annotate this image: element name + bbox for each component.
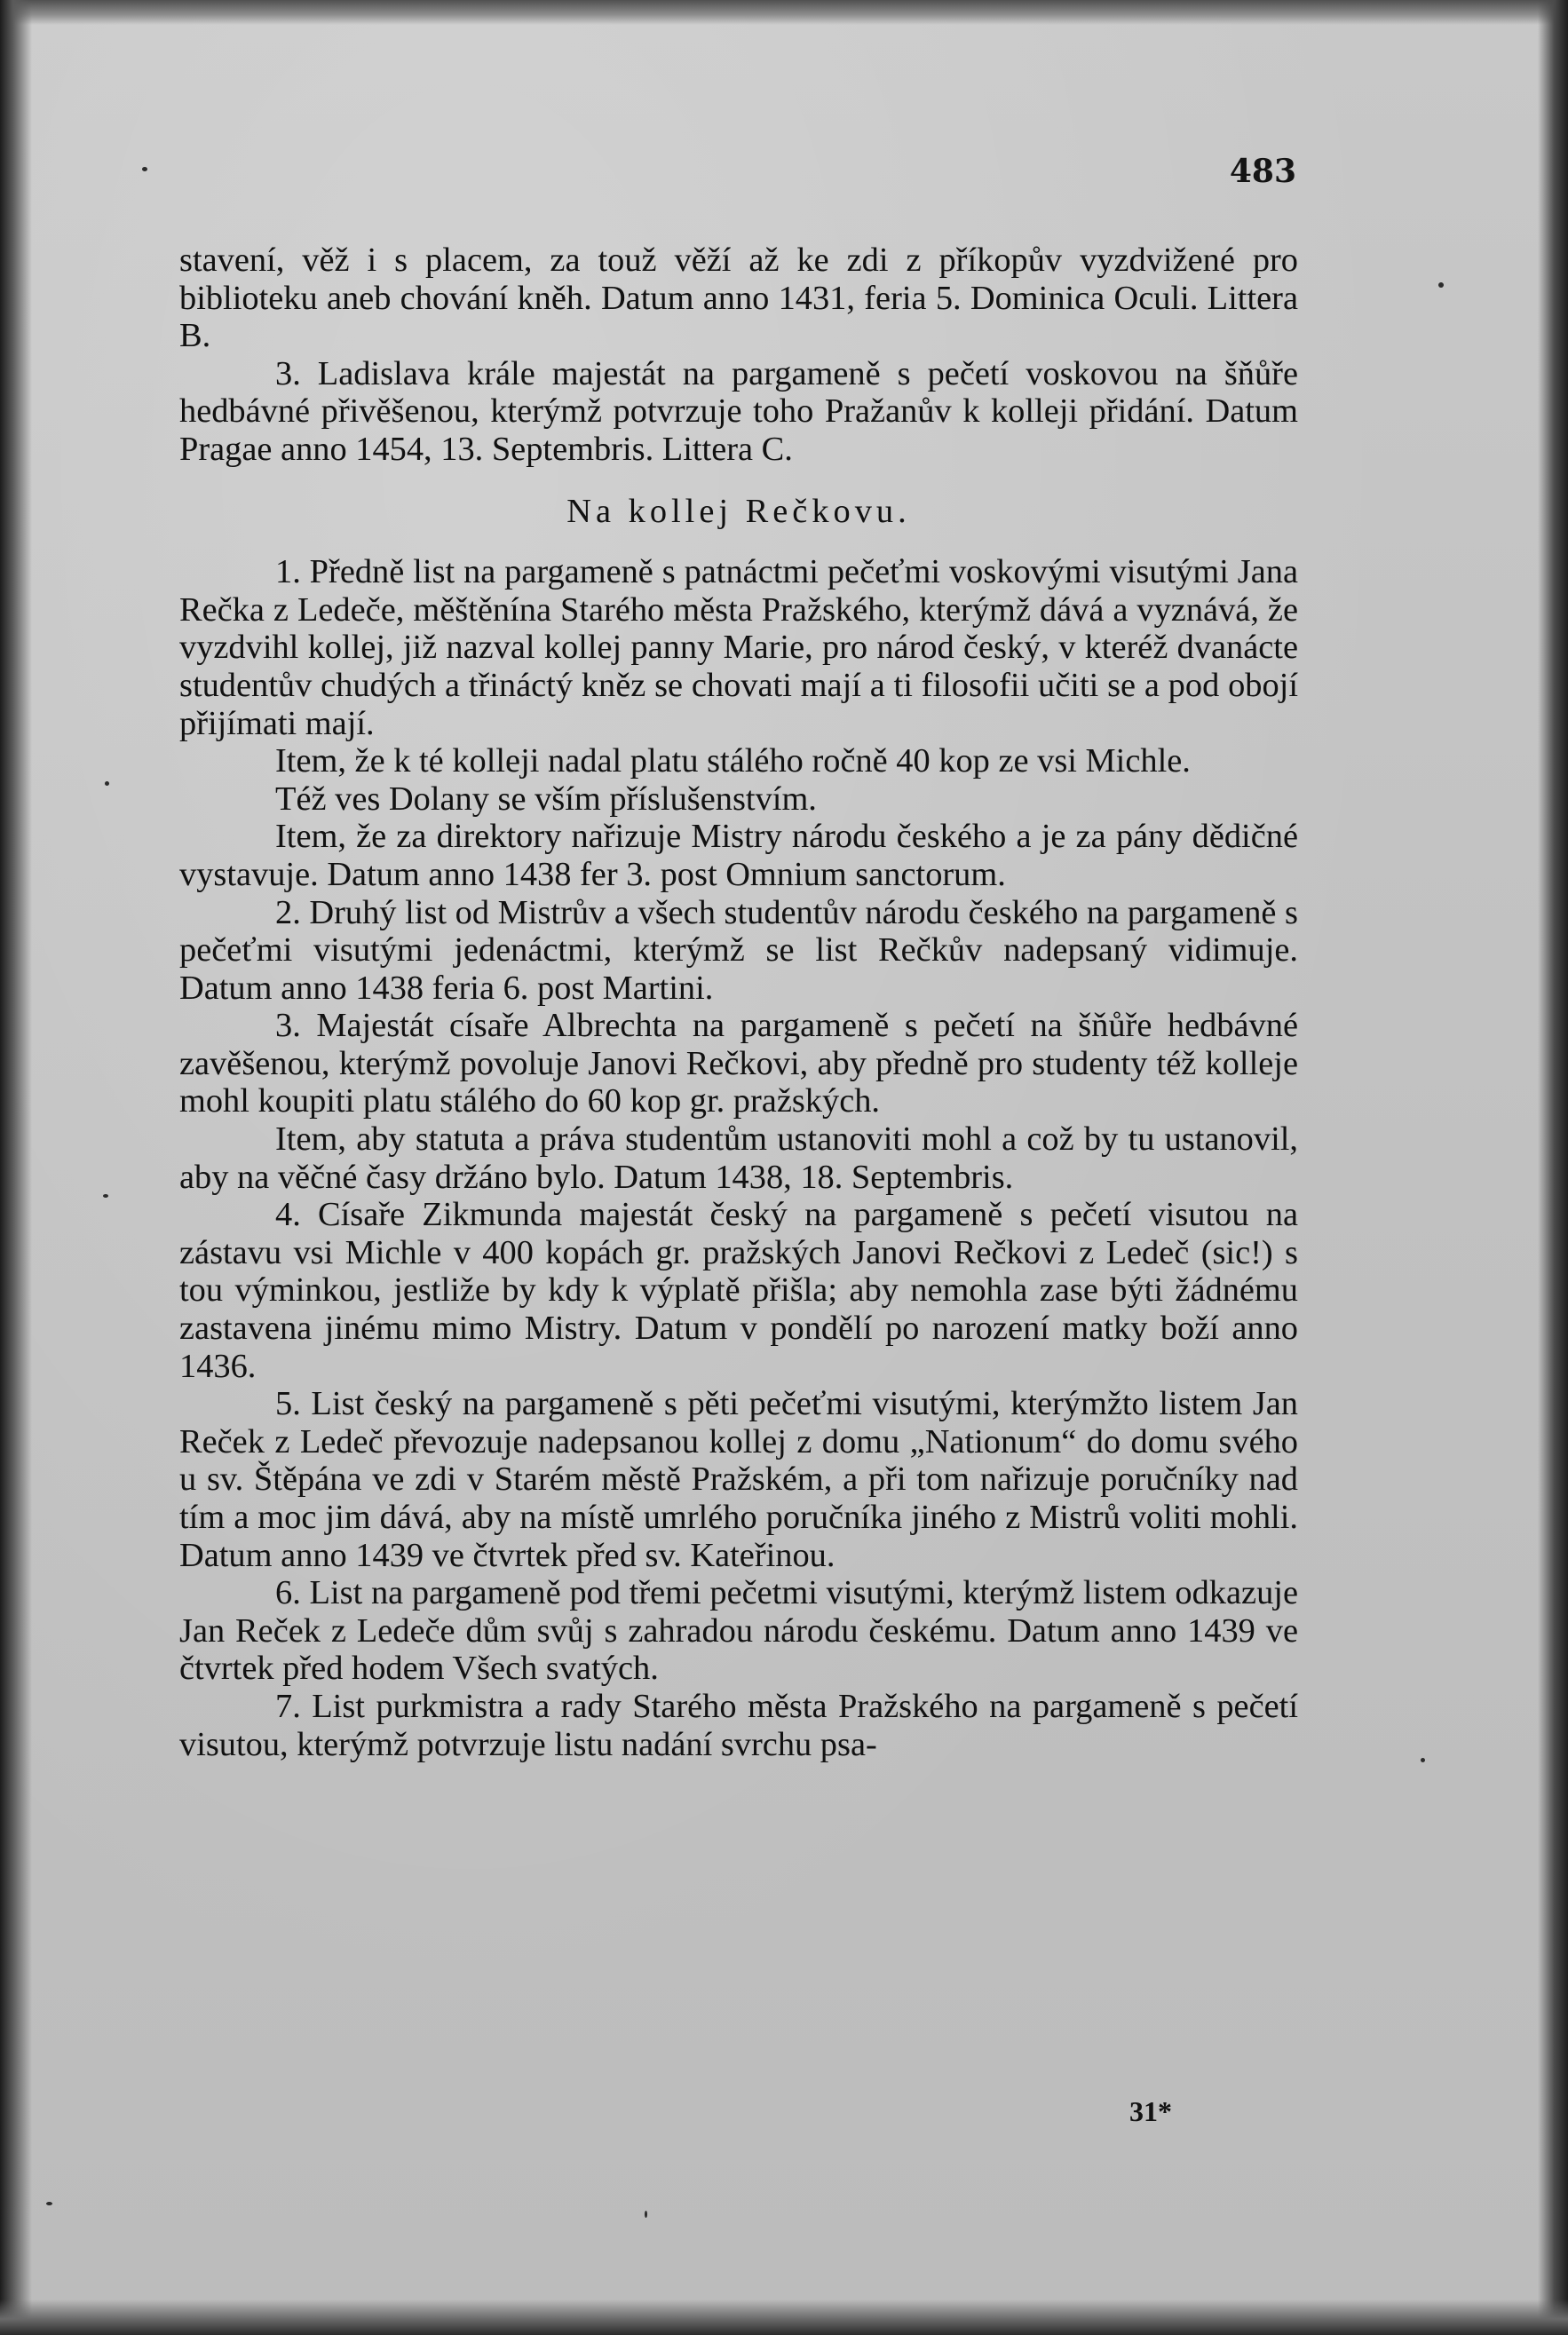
page-number: 483 (1229, 153, 1296, 190)
paragraph: stavení, věž i s placem, za touž věží až ke zdi z příkopův vyzdvižené pro biblioteku aneb chování kněh. Datum anno 1431, feria 5. Dominica Oculi. Littera B. (179, 241, 1298, 355)
paragraph: 1. Předně list na pargameně s patnáctmi pečeťmi voskovými visutými Jana Rečka z Ledeče, měštěnína Starého města Pražského, kterýmž dává a vyznává, že vyzdvihl kollej, již nazval kollej panny Marie, pro národ český, v kteréž dvanácte studentův chudých a třináctý kněz se chovati mají a ti filosofii učiti se a pod obojí přijímati mají. (179, 553, 1298, 742)
paragraph: 2. Druhý list od Mistrův a všech studentův národu českého na pargameně s pečeťmi visutými jedenáctmi, kterýmž se list Rečkův nadepsaný vidimuje. Datum anno 1438 feria 6. post Martini. (179, 893, 1298, 1007)
scan-speck (142, 167, 147, 171)
scan-edge-left (0, 0, 32, 2335)
paragraph: 6. List na pargameně pod třemi pečetmi visutými, kterýmž listem odkazuje Jan Reček z Ledeče dům svůj s zahradou národu českému. Datum anno 1439 ve čtvrtek před hodem Všech svatých. (179, 1574, 1298, 1688)
scan-speck (46, 2202, 52, 2205)
paragraph: 3. Ladislava krále majestát na pargameně s pečetí voskovou na šňůře hedbávné přivěšenou, kterýmž potvrzuje toho Pražanův k kolleji přidání. Datum Pragae anno 1454, 13. Septembris. Littera C. (179, 354, 1298, 468)
paragraph: Item, aby statuta a práva studentům ustanoviti mohl a což by tu ustanovil, aby na věčné časy držáno bylo. Datum 1438, 18. Septembris. (179, 1120, 1298, 1196)
signature-mark: 31* (1129, 2095, 1172, 2127)
paragraph: 4. Císaře Zikmunda majestát český na pargameně s pečetí visutou na zástavu vsi Michle v 400 kopách gr. pražských Janovi Rečkovi z Ledeč (sic!) s tou výminkou, jestliže by kdy k výplatě přišla; aby nemohla zase býti žádnému zastavena jinému mimo Mistry. Datum v pondělí po narození matky boží anno 1436. (179, 1196, 1298, 1385)
scan-edge-top (0, 0, 1568, 25)
scan-speck (645, 2211, 647, 2218)
scan-speck (1438, 282, 1444, 288)
scan-edge-bottom (0, 2299, 1568, 2335)
body-text (179, 241, 1298, 1763)
scan-edge-right (1538, 0, 1568, 2335)
scan-speck (103, 1194, 108, 1198)
paragraph: 7. List purkmistra a rady Starého města Pražského na pargameně s pečetí visutou, kterýmž potvrzuje listu nadání svrchu psa- (179, 1687, 1298, 1763)
paragraph: Item, že za direktory nařizuje Mistry národu českého a je za pány dědičné vystavuje. Datum anno 1438 fer 3. post Omnium sanctorum. (179, 818, 1298, 893)
section-heading: Na kollej Rečkovu. (566, 492, 911, 530)
paragraph: Item, že k té kolleji nadal platu stálého ročně 40 kop ze vsi Michle. (275, 742, 1191, 780)
paragraph: 3. Majestát císaře Albrechta na pargameně s pečetí na šňůře hedbávné zavěšenou, kterýmž povoluje Janovi Rečkovi, aby předně pro studenty též kolleje mohl koupiti platu stálého do 60 kop gr. pražských. (179, 1007, 1298, 1120)
scan-speck (1421, 1758, 1425, 1762)
paragraph: 5. List český na pargameně s pěti pečeťmi visutými, kterýmžto listem Jan Reček z Ledeč převozuje nadepsanou kollej z domu „Nationum“ do domu svého u sv. Štěpána ve zdi v Starém městě Pražském, a při tom nařizuje poručníky nad tím a moc jim dává, aby na místě umrlého poručníka jiného z Mistrů voliti mohli. Datum anno 1439 ve čtvrtek před sv. Kateřinou. (179, 1385, 1298, 1574)
paragraph: Též ves Dolany se vším příslušenstvím. (275, 780, 817, 818)
scan-speck (105, 781, 109, 786)
